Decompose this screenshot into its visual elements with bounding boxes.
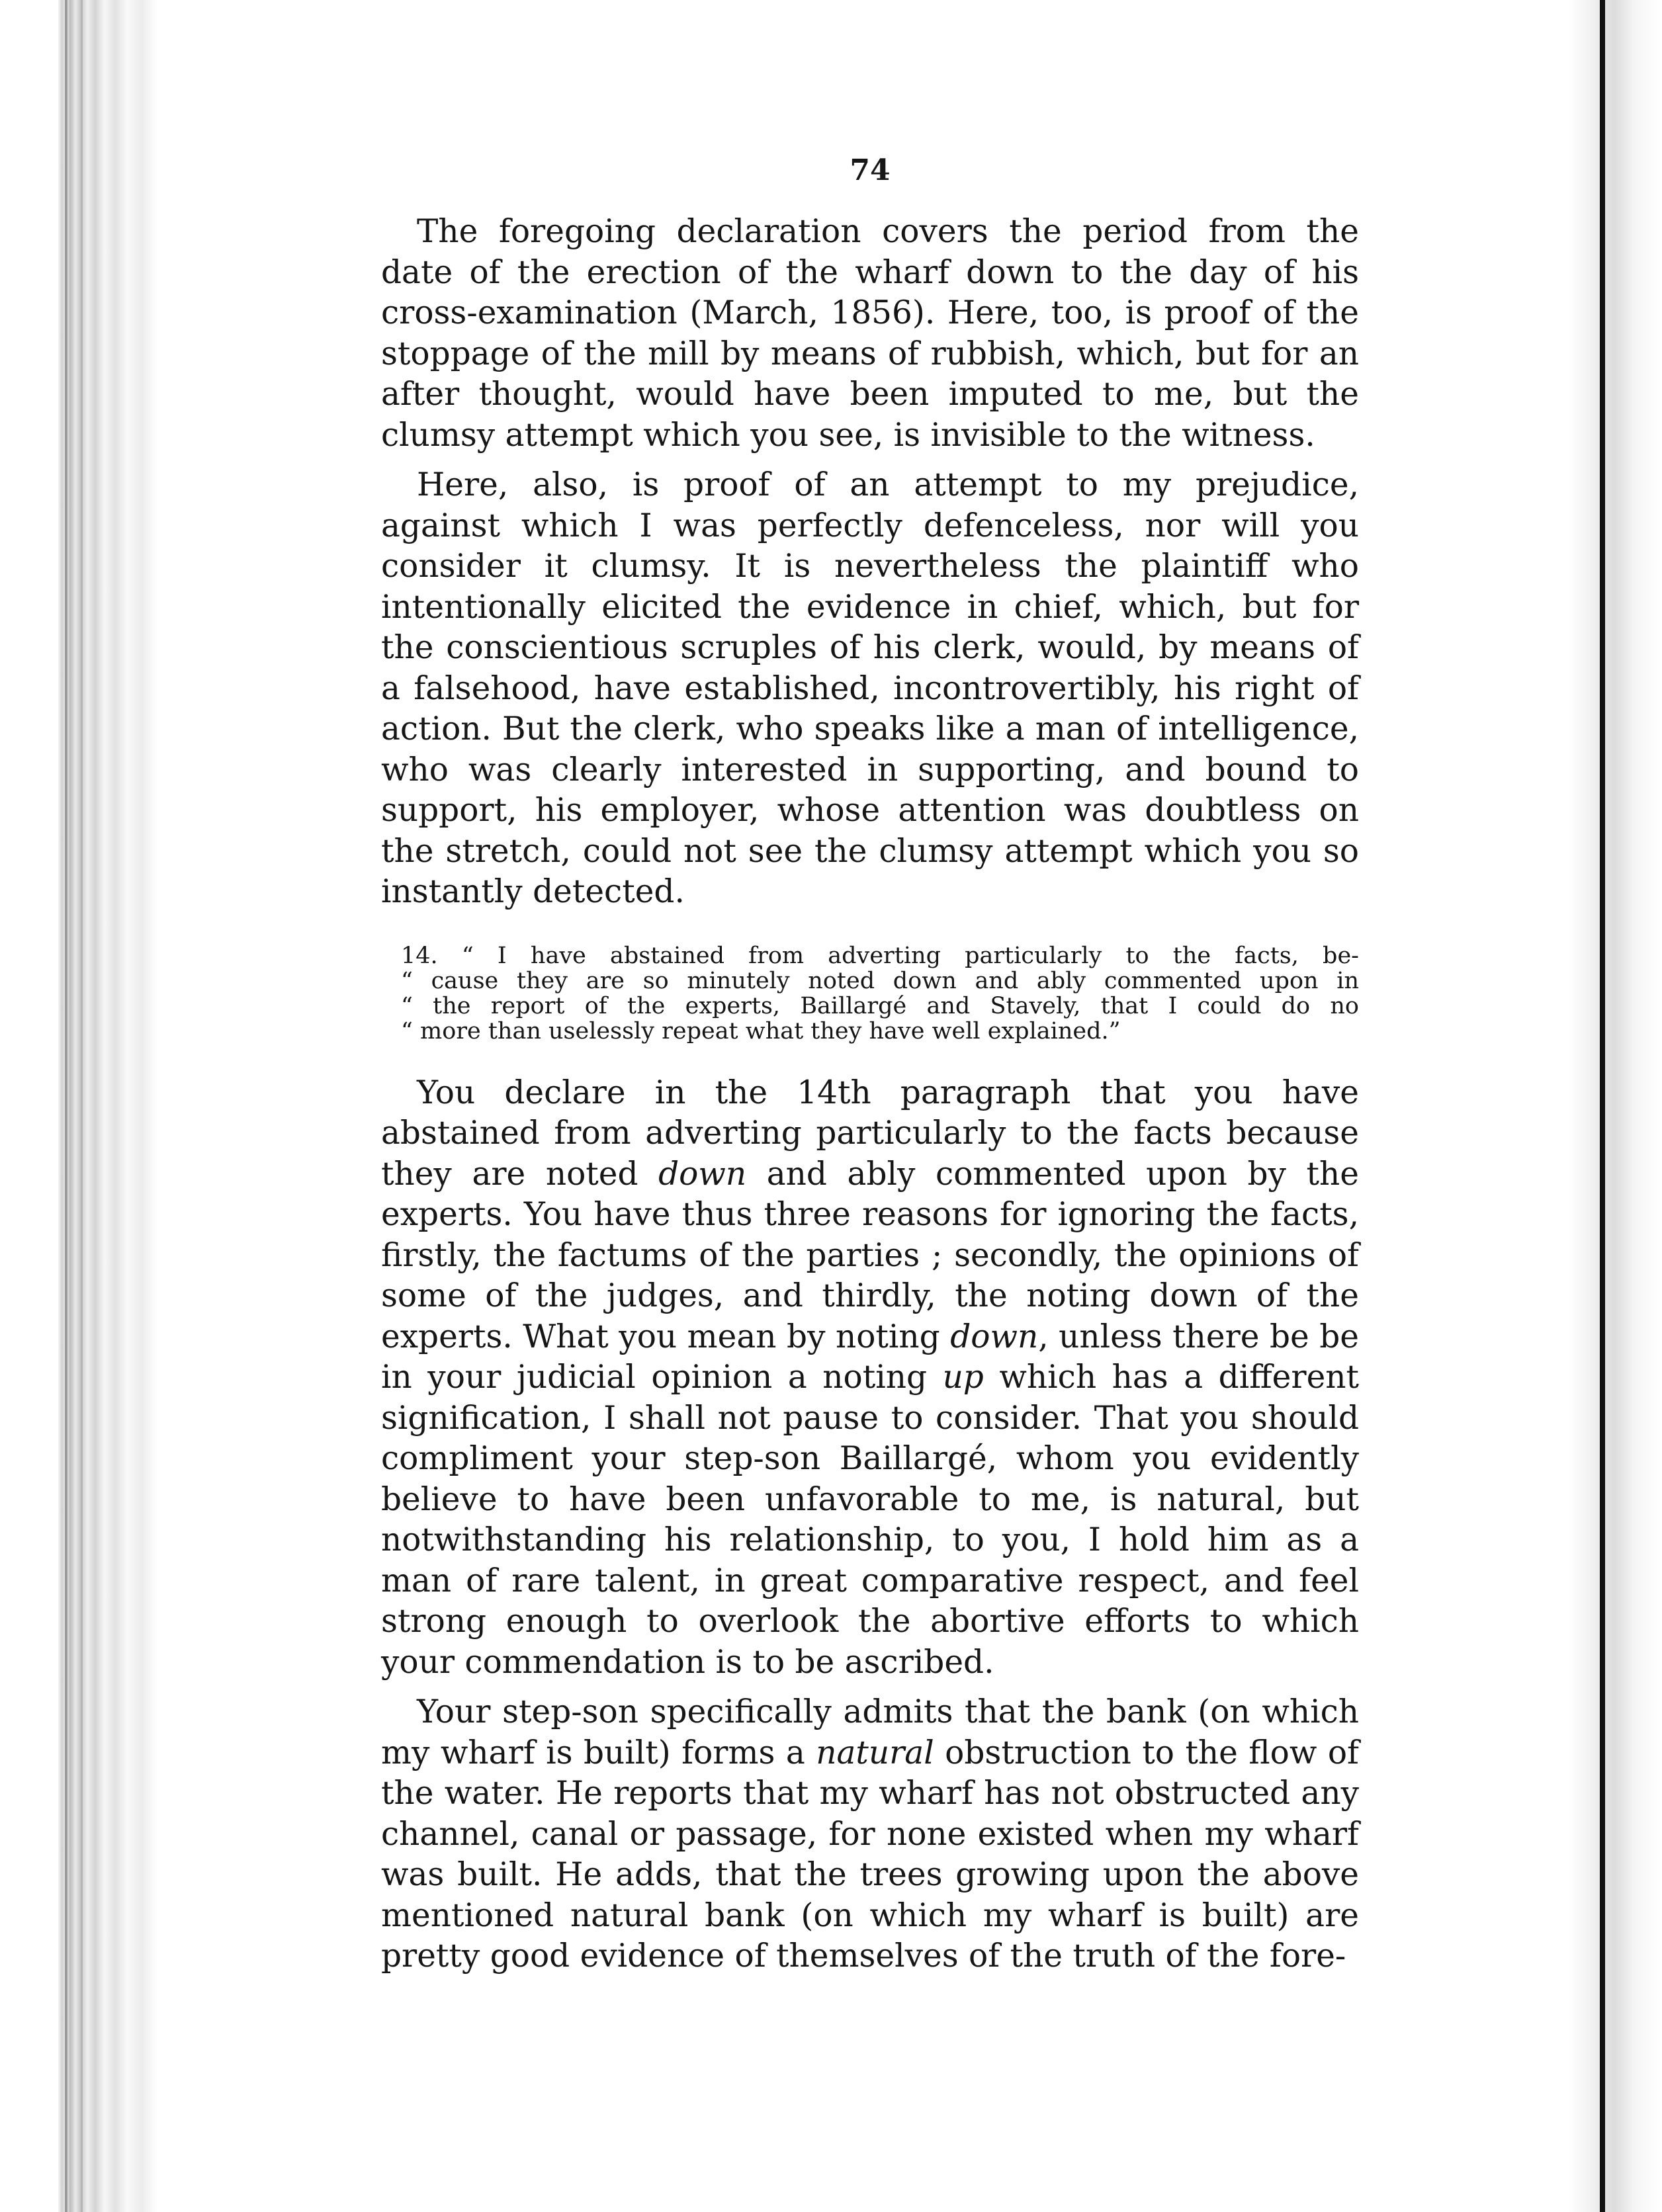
paragraph-p4 xyxy=(381,1692,1359,1977)
book-right-edge-line xyxy=(1600,0,1605,2212)
text-run: The foregoing declaration covers the period from the date of the erection of the wharf down to the day of his cross-examination (March, 1856). Here, too, is proof of the stoppage of the mill by means of rubbish, which, but for an after thought, would have been imputed to me, but the clumsy attempt which you see, is invisible to the witness. xyxy=(381,213,1359,454)
quote-line: “ cause they are so minutely noted down and ably commented upon in xyxy=(401,967,1359,994)
text-run: and ably commented upon by the experts. You have thus three reasons for ignoring the facts, firstly, the factums of the parties ; secondly, the opinions of some of the judges, and thirdly, the noting down of the experts. What you mean by noting xyxy=(381,1155,1359,1355)
page-number: 74 xyxy=(850,153,891,187)
text-run: Your step-son specifically admits that the bank (on which my wharf is built) forms a xyxy=(381,1693,1359,1771)
italic-run: up xyxy=(942,1359,984,1396)
text-run: You declare in the 14th paragraph that you have abstained from adverting particularly to the facts because they are noted xyxy=(381,1074,1359,1193)
italic-run: natural xyxy=(816,1734,934,1771)
paragraph-group-after-quote xyxy=(381,1073,1359,1977)
book-gutter-edge xyxy=(58,0,157,2212)
quote-line: 14. “ I have abstained from adverting particularly to the facts, be- xyxy=(401,942,1359,969)
paragraph-p3 xyxy=(381,1073,1359,1683)
paragraph-group-before-quote xyxy=(381,212,1359,913)
quote-line: “ the report of the experts, Baillargé and Stavely, that I could do no xyxy=(401,992,1359,1019)
italic-run: down xyxy=(950,1318,1039,1355)
quote-line: “ more than uselessly repeat what they have well explained.” xyxy=(401,1017,1121,1044)
text-run: obstruction to the flow of the water. He reports that my wharf has not obstructed any channel, canal or passage, for none existed when my wharf was built. He adds, that the trees growing upon the above mentioned natural bank (on which my wharf is built) are pretty good evidence of themselves of the truth of the fore- xyxy=(381,1734,1360,1975)
book-right-edge xyxy=(1568,0,1662,2212)
page-body xyxy=(381,144,1359,1977)
text-run: Here, also, is proof of an attempt to my prejudice, against which I was perfectly defenceless, nor will you consider it clumsy. It is nevertheless the plaintiff who intentionally elicited the evidence in chief, which, but for the conscientious scruples of his clerk, would, by means of a falsehood, have established, incontrovertibly, his right of action. But the clerk, who speaks like a man of intelligence, who was clearly interested in supporting, and bound to support, his employer, whose attention was doubtless on the stretch, could not see the clumsy attempt which you so instantly detected. xyxy=(381,466,1359,910)
book-gutter-line-inner xyxy=(81,0,83,2212)
book-gutter-line xyxy=(65,0,67,2212)
italic-run: down xyxy=(658,1155,747,1193)
paragraph-p1 xyxy=(381,212,1359,456)
text-run: which has a different signification, I shall not pause to consider. That you should compliment your step-son Baillargé, whom you evidently believe to have been unfavorable to me, is natural, but notwithstanding his relationship, to you, I hold him as a man of rare talent, in great comparative respect, and feel strong enough to overlook the abortive efforts to which your commendation is to be ascribed. xyxy=(381,1359,1359,1681)
block-quote xyxy=(381,943,1359,1044)
text-run: , unless there be be in your judicial opinion a noting xyxy=(381,1318,1359,1396)
paragraph-p2 xyxy=(381,465,1359,913)
